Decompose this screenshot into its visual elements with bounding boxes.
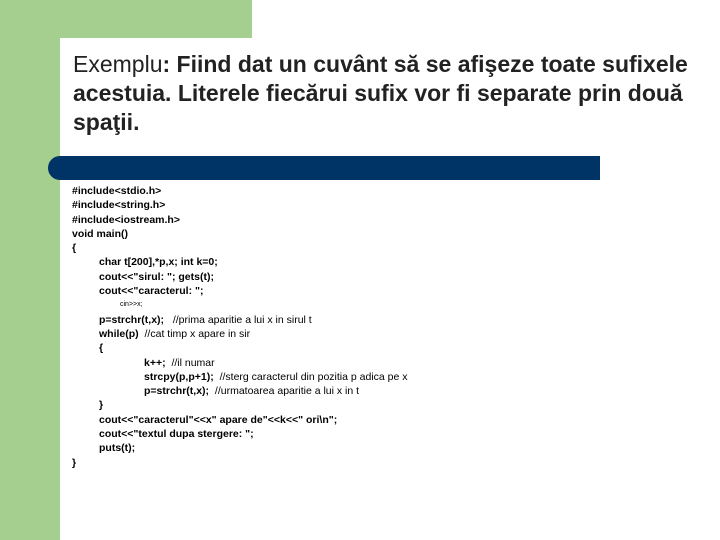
slide-title (73, 50, 703, 137)
code-line: cout<<"caracterul"<<x" apare de"<<k<<" ori\n"; (99, 413, 338, 426)
code-comment: //sterg caracterul din pozitia p adica pe x (219, 370, 408, 383)
code-statement: p=strchr(t,x); (99, 313, 165, 326)
code-line: cout<<"sirul: "; gets(t); (99, 270, 214, 283)
code-line (72, 370, 692, 384)
code-statement: while(p) (99, 327, 139, 340)
code-line-small: cin>>x; (120, 301, 143, 309)
code-line: void main() (72, 227, 129, 240)
code-line: cout<<"textul dupa stergere: "; (99, 428, 254, 441)
code-line: { (99, 342, 104, 355)
code-line: { (72, 242, 77, 255)
code-line (72, 313, 692, 327)
code-line (72, 327, 692, 341)
code-block (72, 184, 692, 470)
code-comment: //cat timp x apare in sir (144, 327, 251, 340)
code-statement: strcpy(p,p+1); (144, 370, 214, 383)
code-line (72, 384, 692, 398)
code-line (72, 356, 692, 370)
title-lead: Exemplu (73, 51, 163, 77)
title-body: Fiind dat un cuvânt să se afişeze toate sufixele acestuia. Literele fiecărui sufix vor fi separate prin două spaţii. (73, 51, 688, 135)
code-statement: k++; (144, 356, 166, 369)
title-separator: : (162, 51, 177, 77)
code-comment: //il numar (171, 356, 215, 369)
code-line: } (72, 456, 77, 469)
code-line: char t[200],*p,x; int k=0; (99, 256, 218, 269)
code-line: #include<string.h> (72, 199, 166, 212)
code-line: #include<iostream.h> (72, 213, 180, 226)
code-statement: p=strchr(t,x); (144, 385, 210, 398)
title-divider-bar (60, 156, 600, 180)
code-line: } (99, 399, 104, 412)
code-comment: //urmatoarea aparitie a lui x in t (214, 385, 360, 398)
code-line: cout<<"caracterul: "; (99, 285, 204, 298)
code-line: puts(t); (99, 442, 136, 455)
code-comment: //prima aparitie a lui x in sirul t (172, 313, 312, 326)
code-line: #include<stdio.h> (72, 185, 162, 197)
green-left-strip (0, 0, 60, 540)
